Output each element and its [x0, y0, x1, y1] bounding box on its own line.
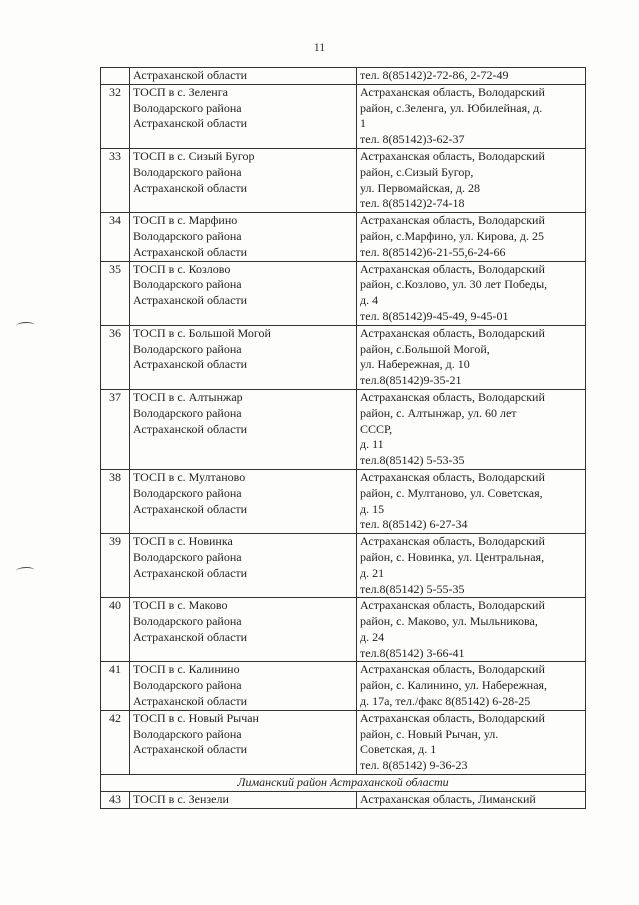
office-name-cell [130, 469, 357, 533]
office-name-cell [130, 710, 357, 774]
office-name-line: Володарского района [133, 678, 242, 693]
office-address-line: д. 21 [360, 565, 385, 580]
office-name-line: Астраханской области [133, 629, 248, 644]
office-address-line: д. 15 [360, 501, 385, 516]
office-address-line: Астраханская область, Володарский [360, 84, 545, 99]
office-address-line: тел.8(85142) 5-53-35 [360, 453, 465, 468]
office-address-cell [357, 710, 586, 774]
office-name-line: ТОСП в с. Калинино [133, 662, 240, 677]
office-address-line: Астраханская область, Володарский [360, 213, 545, 228]
table-row [101, 534, 586, 598]
office-name-line: ТОСП в с. Алтынжар [133, 389, 243, 404]
office-name-cell [130, 534, 357, 598]
row-number: 33 [101, 148, 130, 212]
office-name-cell [130, 662, 357, 710]
section-title: Лиманский район Астраханской области [101, 775, 586, 792]
office-address-line: 1 [360, 116, 366, 131]
table-row [101, 389, 586, 469]
office-address-line: д. 11 [360, 437, 384, 452]
office-address-line: Астраханская область, Володарский [360, 534, 545, 549]
office-address-line: район, с.Сизый Бугор, [360, 164, 474, 179]
office-name-line: ТОСП в с. Новинка [133, 534, 233, 549]
office-address-line: Астраханская область, Лиманский [360, 791, 536, 806]
office-name-line: ТОСП в с. Новый Рычан [133, 710, 259, 725]
office-address-line: район, с.Зеленга, ул. Юбилейная, д. [360, 100, 543, 115]
office-address-line: тел.8(85142) 3-66-41 [360, 645, 465, 660]
office-name-line: Володарского района [133, 405, 242, 420]
row-number: 32 [101, 84, 130, 148]
office-address-line: район, с. Новый Рычан, ул. [360, 726, 499, 741]
office-name-line: ТОСП в с. Маково [133, 598, 228, 613]
office-address-line: тел. 8(85142)6-21-55,6-24-66 [360, 244, 506, 259]
row-number [101, 68, 130, 85]
section-header-row [101, 775, 586, 792]
office-address-line: тел.8(85142)9-35-21 [360, 373, 462, 388]
office-name-line: ТОСП в с. Зеленга [133, 84, 228, 99]
office-address-line: район, с. Алтынжар, ул. 60 лет [360, 405, 517, 420]
office-name-line: Астраханской области [133, 565, 248, 580]
office-address-line: д. 4 [360, 293, 379, 308]
office-name-line: Астраханской области [133, 742, 248, 757]
office-name-line: ТОСП в с. Мултаново [133, 469, 246, 484]
office-name-cell [130, 598, 357, 662]
office-address-line: Астраханская область, Володарский [360, 710, 545, 725]
office-name-line: ТОСП в с. Сизый Бугор [133, 148, 255, 163]
office-address-line: тел. 8(85142) 9-36-23 [360, 758, 468, 773]
table-row [101, 68, 586, 85]
office-name-line: Володарского района [133, 549, 242, 564]
table-row [101, 791, 586, 808]
office-name-line: Володарского района [133, 726, 242, 741]
office-name-line: ТОСП в с. Большой Могой [133, 325, 271, 340]
row-number: 37 [101, 389, 130, 469]
office-name-cell [130, 213, 357, 261]
office-table [100, 67, 586, 809]
office-address-line: Астраханская область, Володарский [360, 469, 545, 484]
office-address-line: СССР, [360, 421, 393, 436]
office-address-cell [357, 325, 586, 389]
office-name-line: Астраханской области [133, 244, 248, 259]
office-address-line: район, с. Новинка, ул. Центральная, [360, 549, 545, 564]
office-address-cell [357, 469, 586, 533]
row-number: 40 [101, 598, 130, 662]
office-name-cell [130, 148, 357, 212]
office-name-line: Астраханской области [133, 694, 248, 709]
office-address-line: Астраханская область, Володарский [360, 148, 545, 163]
margin-scan-mark [16, 322, 34, 329]
office-name-line: Володарского района [133, 485, 242, 500]
office-address-line: район, с.Козлово, ул. 30 лет Победы, [360, 277, 548, 292]
office-address-line: Астраханская область, Володарский [360, 598, 545, 613]
office-address-line: тел. 8(85142)2-72-86, 2-72-49 [360, 68, 509, 82]
office-name-cell [130, 325, 357, 389]
office-name-line: Астраханской области [133, 357, 248, 372]
row-number: 39 [101, 534, 130, 598]
office-name-cell [130, 791, 357, 808]
office-address-line: д. 24 [360, 629, 385, 644]
row-number: 36 [101, 325, 130, 389]
office-address-cell [357, 84, 586, 148]
office-address-line: район, с. Маково, ул. Мыльникова, [360, 614, 538, 629]
office-name-cell [130, 261, 357, 325]
table-row [101, 84, 586, 148]
office-name-line: ТОСП в с. Зензели [133, 791, 229, 806]
row-number: 38 [101, 469, 130, 533]
office-name-cell [130, 68, 357, 85]
row-number: 41 [101, 662, 130, 710]
office-name-line: Астраханской области [133, 180, 248, 195]
office-address-cell [357, 662, 586, 710]
office-name-line: Володарского района [133, 100, 242, 115]
office-address-cell [357, 389, 586, 469]
row-number: 34 [101, 213, 130, 261]
office-address-line: тел. 8(85142)3-62-37 [360, 132, 465, 147]
office-address-line: ул. Первомайская, д. 28 [360, 180, 480, 195]
office-name-line: Астраханской области [133, 116, 248, 131]
office-name-line: ТОСП в с. Козлово [133, 261, 231, 276]
office-address-cell [357, 148, 586, 212]
office-address-line: Астраханская область, Володарский [360, 389, 545, 404]
office-name-line: Володарского района [133, 341, 242, 356]
office-address-cell [357, 791, 586, 808]
office-name-line: Володарского района [133, 614, 242, 629]
table-row [101, 213, 586, 261]
office-name-cell [130, 389, 357, 469]
page-number: 11 [313, 40, 326, 54]
office-address-line: тел. 8(85142)9-45-49, 9-45-01 [360, 308, 509, 323]
office-address-line: д. 17а, тел./факс 8(85142) 6-28-25 [360, 694, 531, 709]
table-row [101, 148, 586, 212]
office-address-line: район, с. Мултаново, ул. Советская, [360, 485, 543, 500]
office-name-line: Астраханской области [133, 68, 248, 82]
office-address-line: тел.8(85142) 5-55-35 [360, 581, 465, 596]
office-address-cell [357, 598, 586, 662]
office-address-line: тел. 8(85142) 6-27-34 [360, 517, 468, 532]
row-number: 42 [101, 710, 130, 774]
office-address-cell [357, 534, 586, 598]
table-row [101, 710, 586, 774]
office-address-line: Астраханская область, Володарский [360, 261, 545, 276]
office-address-line: Астраханская область, Володарский [360, 662, 545, 677]
office-name-line: ТОСП в с. Марфино [133, 213, 238, 228]
office-address-line: тел. 8(85142)2-74-18 [360, 196, 465, 211]
office-name-cell [130, 84, 357, 148]
office-name-line: Володарского района [133, 164, 242, 179]
office-address-line: район, с. Калинино, ул. Набережная, [360, 678, 548, 693]
table-row [101, 469, 586, 533]
office-address-cell [357, 213, 586, 261]
office-name-line: Астраханской области [133, 293, 248, 308]
office-address-line: район, с.Марфино, ул. Кирова, д. 25 [360, 228, 544, 243]
office-name-line: Володарского района [133, 277, 242, 292]
office-address-line: район, с.Большой Могой, [360, 341, 490, 356]
office-name-line: Астраханской области [133, 501, 248, 516]
office-address-line: ул. Набережная, д. 10 [360, 357, 470, 372]
row-number: 43 [101, 791, 130, 808]
office-name-line: Володарского района [133, 228, 242, 243]
table-row [101, 325, 586, 389]
margin-scan-mark [16, 567, 34, 574]
office-address-line: Советская, д. 1 [360, 742, 437, 757]
office-name-line: Астраханской области [133, 421, 248, 436]
row-number: 35 [101, 261, 130, 325]
office-address-line: Астраханская область, Володарский [360, 325, 545, 340]
table-row [101, 261, 586, 325]
office-address-cell [357, 68, 586, 85]
office-table-body [101, 68, 586, 809]
office-address-cell [357, 261, 586, 325]
table-row [101, 662, 586, 710]
table-row [101, 598, 586, 662]
